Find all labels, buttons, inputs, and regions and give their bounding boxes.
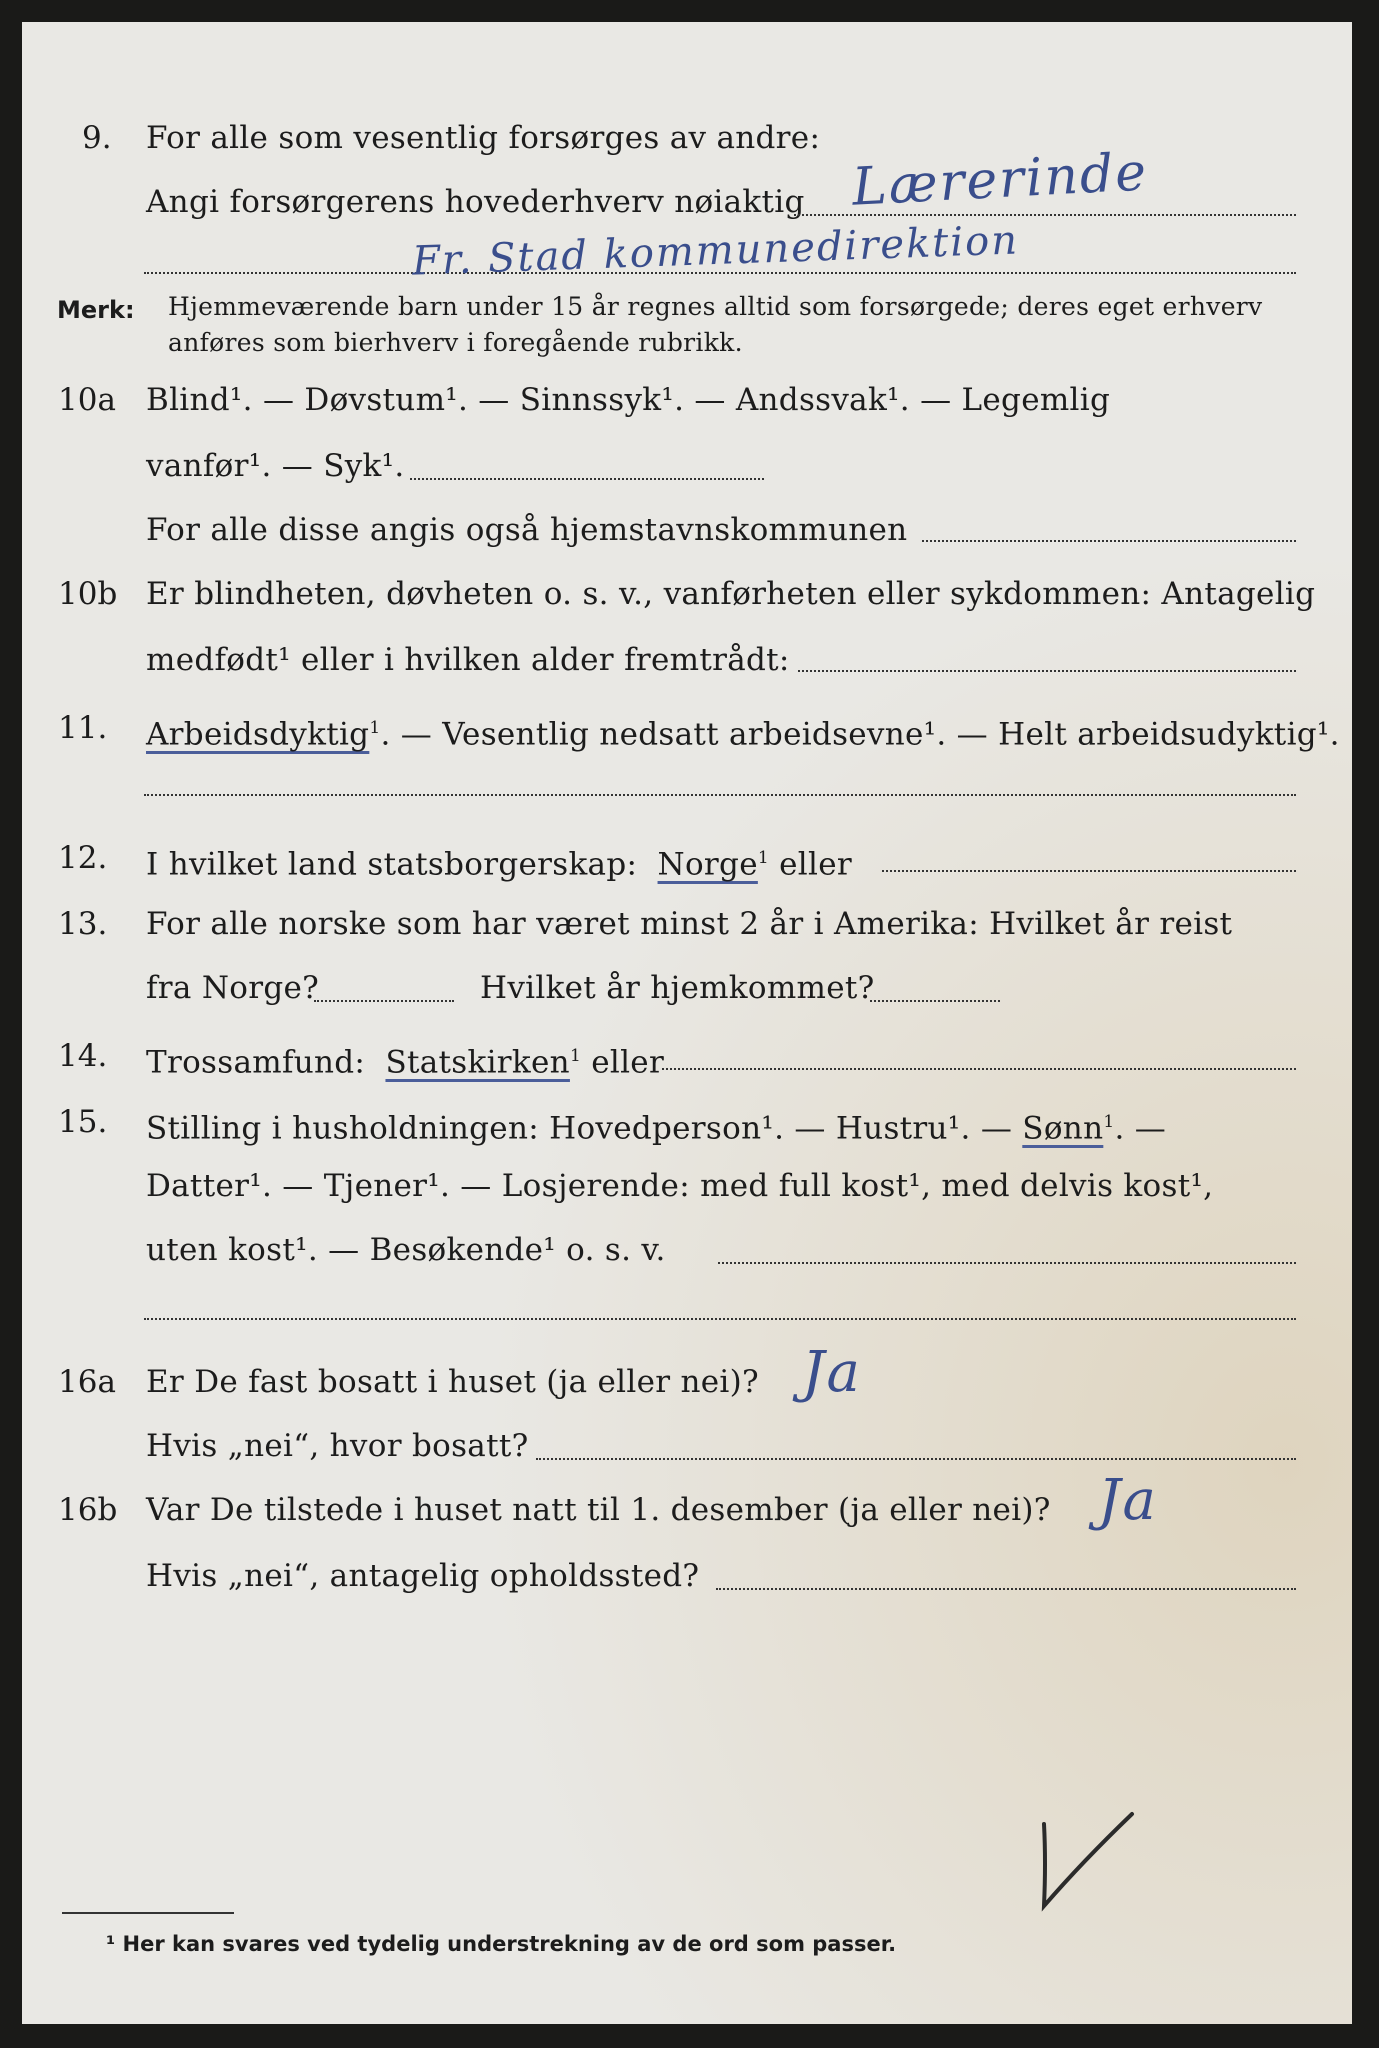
q12-number: 12. [58, 840, 108, 876]
q11-text-rest: . — Vesentlig nedsatt arbeidsevne¹. — Helt arbeidsudyktig¹. [380, 716, 1340, 753]
q9-text-line1: For alle som vesentlig forsørges av andre: [146, 120, 821, 156]
q14-number: 14. [58, 1038, 108, 1074]
check-mark-icon [1032, 1802, 1142, 1912]
q10b-answer-line[interactable] [798, 670, 1296, 672]
q12-answer-line[interactable] [882, 870, 1296, 872]
q14-eller: eller [591, 1044, 665, 1081]
q13-text-line2a: fra Norge? [146, 970, 320, 1006]
q10b-text-line2: medfødt¹ eller i hvilken alder fremtrådt: [146, 642, 790, 678]
q14-answer-line[interactable] [662, 1068, 1296, 1070]
q10a-number: 10a [58, 382, 116, 418]
q11-answer-line[interactable] [144, 794, 1296, 796]
note-label: Merk: [57, 296, 135, 324]
q16b-answer-line[interactable] [716, 1588, 1296, 1590]
q14-underlined-option[interactable]: Statskirken [385, 1044, 570, 1081]
q13-number: 13. [58, 906, 108, 942]
q12-underlined-option[interactable]: Norge [657, 846, 758, 883]
q13-text-line2b: Hvilket år hjemkommet? [480, 970, 875, 1006]
q12-question: I hvilket land statsborgerskap: [146, 846, 638, 883]
q10a-text-line2: vanfør¹. — Syk¹. [146, 448, 405, 484]
q16b-handwritten-answer: Ja [1098, 1468, 1158, 1533]
q15-number: 15. [58, 1104, 108, 1140]
q15-line1-end: . — [1114, 1110, 1167, 1147]
q16a-handwritten-answer: Ja [802, 1340, 862, 1405]
q11-number: 11. [58, 710, 108, 746]
note-text-line2: anføres som bierhverv i foregående rubrikk. [168, 328, 743, 357]
note-text-line1: Hjemmeværende barn under 15 år regnes alltid som forsørgede; deres eget erhverv [168, 292, 1263, 321]
q14-question: Trossamfund: [146, 1044, 366, 1081]
q11-text: Arbeidsdyktig$^1$. — Vesentlig nedsatt arbeidsevne¹. — Helt arbeidsudyktig¹. [146, 716, 1340, 753]
footnote-text: ¹ Her kan svares ved tydelig understrekning av de ord som passer. [106, 1932, 897, 1956]
q15-answer-line1[interactable] [718, 1262, 1296, 1264]
q16b-text-line2: Hvis „nei“, antagelig opholdssted? [146, 1558, 700, 1594]
footnote-separator [62, 1912, 234, 1914]
q9-handwritten-answer1: Lærerinde [850, 142, 1150, 218]
q16a-text-line2: Hvis „nei“, hvor bosatt? [146, 1428, 529, 1464]
q15-answer-line2[interactable] [144, 1318, 1296, 1320]
q16a-text-line1: Er De fast bosatt i huset (ja eller nei)? [146, 1364, 759, 1400]
q16a-answer-line[interactable] [536, 1458, 1296, 1460]
q10a-answer-line[interactable] [410, 478, 764, 480]
q10a-text-line3: For alle disse angis også hjemstavnskommunen [146, 512, 908, 548]
q13-text-line1: For alle norske som har været minst 2 år i Amerika: Hvilket år reist [146, 906, 1233, 942]
q16a-number: 16a [58, 1364, 116, 1400]
q15-text-line3: uten kost¹. — Besøkende¹ o. s. v. [146, 1232, 666, 1268]
q16b-number: 16b [58, 1492, 118, 1528]
q13-departure-year-line[interactable] [314, 1000, 454, 1002]
q15-text-line2: Datter¹. — Tjener¹. — Losjerende: med full kost¹, med delvis kost¹, [146, 1168, 1214, 1204]
q9-handwritten-answer2: Fr. Stad kommunedirektion [411, 217, 1020, 285]
q9-number: 9. [82, 120, 112, 156]
q12-text: I hvilket land statsborgerskap: Norge$^1$ eller [146, 846, 852, 883]
q15-line1-start: Stilling i husholdningen: Hovedperson¹. — Hustru¹. — [146, 1110, 1013, 1147]
q14-text: Trossamfund: Statskirken$^1$ eller [146, 1044, 665, 1081]
q10a-text-line1: Blind¹. — Døvstum¹. — Sinnssyk¹. — Andssvak¹. — Legemlig [146, 382, 1111, 418]
q10b-text-line1: Er blindheten, døvheten o. s. v., vanførheten eller sykdommen: Antagelig [146, 576, 1316, 612]
q11-underlined-option[interactable]: Arbeidsdyktig [146, 716, 370, 753]
q10b-number: 10b [58, 576, 118, 612]
q15-text-line1: Stilling i husholdningen: Hovedperson¹. — Hustru¹. — Sønn$^1$. — [146, 1110, 1167, 1147]
q15-underlined-option[interactable]: Sønn [1022, 1110, 1104, 1147]
q9-text-line2: Angi forsørgerens hovederhverv nøiaktig [146, 184, 805, 220]
q12-eller: eller [779, 846, 852, 883]
q13-return-year-line[interactable] [870, 1000, 1000, 1002]
q16b-text-line1: Var De tilstede i huset natt til 1. desember (ja eller nei)? [146, 1492, 1051, 1528]
census-form-page [22, 22, 1352, 2024]
q10a-home-municipality-line[interactable] [922, 540, 1296, 542]
